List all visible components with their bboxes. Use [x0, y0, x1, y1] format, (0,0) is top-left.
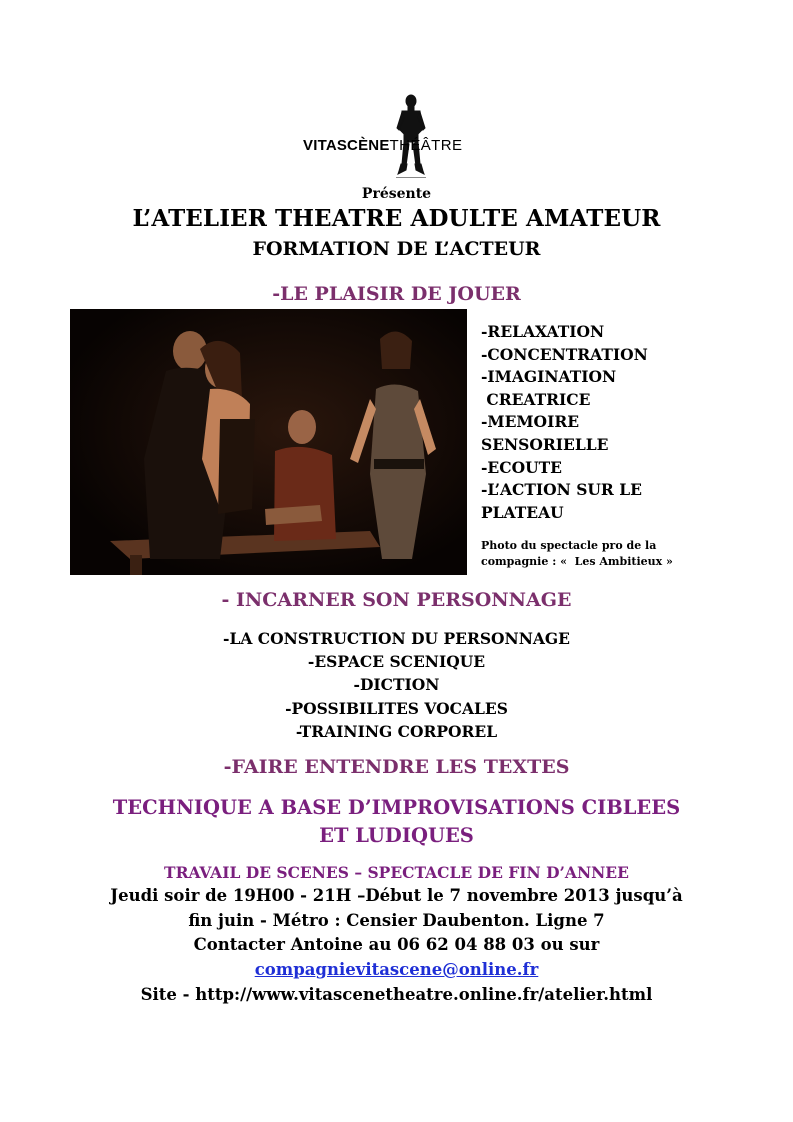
company-logo-text [303, 137, 503, 154]
logo-theatre: THÉÂTRE [389, 137, 463, 154]
page-title: L’ATELIER THEATRE ADULTE AMATEUR [132, 205, 661, 232]
email-link[interactable]: compagnievitascene@online.fr [254, 960, 539, 980]
page-subtitle: FORMATION DE L’ACTEUR [252, 238, 541, 260]
list-item: -CONCENTRATION [481, 344, 648, 364]
logo-brand: VITASCÈNE [303, 137, 390, 154]
knight-figure-icon [394, 94, 428, 178]
presente-label: Présente [361, 186, 432, 202]
list-item: -IMAGINATION [481, 367, 617, 387]
list-item: CREATRICE [481, 389, 591, 409]
section-heading-incarner: - INCARNER SON PERSONNAGE [221, 589, 572, 611]
section-heading-textes: -FAIRE ENTENDRE LES TEXTES [223, 756, 570, 778]
section-heading-plaisir: -LE PLAISIR DE JOUER [272, 283, 521, 305]
schedule-line: fin juin - Métro : Censier Daubenton. Ligne 7 [188, 910, 605, 930]
info-block [0, 884, 793, 1008]
list-item: -TRAINING CORPOREL [295, 721, 498, 741]
list-item: -RELAXATION [481, 322, 605, 341]
incarner-list [0, 627, 793, 743]
travail-line: TRAVAIL DE SCENES – SPECTACLE DE FIN D’ANNEE [164, 863, 629, 882]
list-item: PLATEAU [481, 502, 564, 522]
schedule-line: Jeudi soir de 19H00 - 21H –Début le 7 novembre 2013 jusqu’à [110, 886, 683, 905]
site-line: Site - http://www.vitascenetheatre.online.fr/atelier.html [140, 984, 653, 1004]
photo-caption [481, 538, 711, 570]
list-item: -DICTION [353, 675, 440, 695]
plaisir-list [481, 321, 781, 524]
technique-line: ET LUDIQUES [319, 824, 474, 847]
technique-heading [0, 794, 793, 850]
contact-line: Contacter Antoine au 06 62 04 88 03 ou sur [193, 935, 600, 955]
list-item: -LA CONSTRUCTION DU PERSONNAGE [223, 629, 570, 648]
caption-line: compagnie : « Les Ambitieux » [481, 555, 673, 568]
show-photo [70, 309, 467, 575]
technique-line: TECHNIQUE A BASE D’IMPROVISATIONS CIBLEES [112, 796, 681, 819]
list-item: -ESPACE SCENIQUE [307, 652, 486, 672]
list-item: SENSORIELLE [481, 434, 609, 454]
list-item: -MEMOIRE [481, 412, 580, 432]
caption-line: Photo du spectacle pro de la [481, 539, 657, 552]
list-item: -ECOUTE [481, 457, 562, 477]
list-item: -POSSIBILITES VOCALES [285, 698, 508, 718]
list-item: -L’ACTION SUR LE [481, 480, 642, 500]
